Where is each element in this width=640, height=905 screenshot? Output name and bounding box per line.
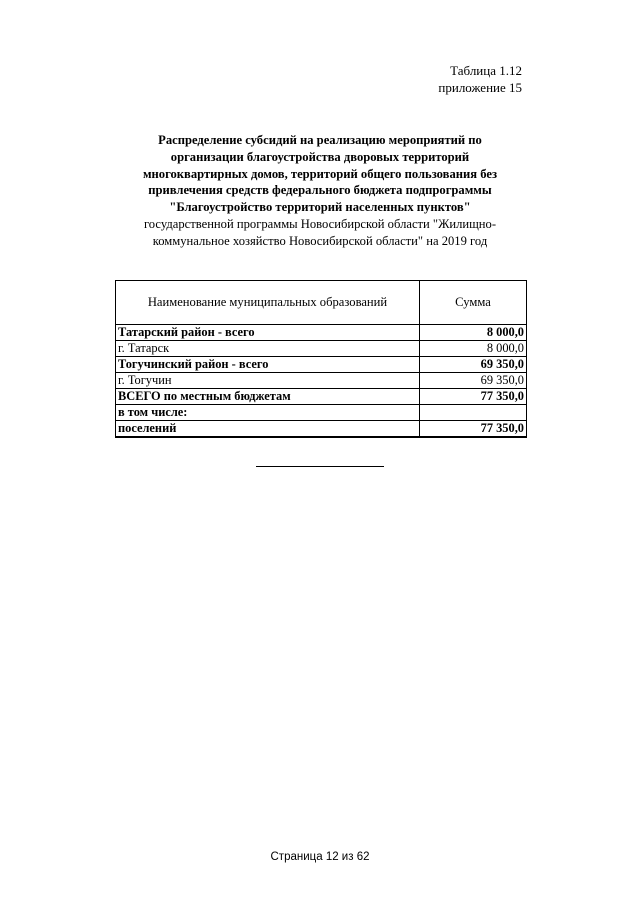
heading-line: государственной программы Новосибирской области "Жилищно- (143, 216, 497, 231)
table-row (116, 325, 527, 341)
row-sum: 69 350,0 (420, 357, 527, 373)
row-sum: 8 000,0 (420, 341, 527, 357)
row-sum: 8 000,0 (420, 325, 527, 341)
row-name: поселений (116, 421, 420, 438)
table-header-row (116, 281, 527, 325)
heading-line: организации благоустройства дворовых территорий (170, 149, 470, 164)
page-number-footer: Страница 12 из 62 (270, 851, 370, 863)
appendix-label: приложение 15 (438, 80, 522, 95)
heading-line: коммунальное хозяйство Новосибирской области" на 2019 год (152, 233, 488, 248)
heading-line: многоквартирных домов, территорий общего пользования без (142, 166, 498, 181)
heading-line: "Благоустройство территорий населенных пунктов" (169, 200, 471, 215)
table-reference (438, 62, 522, 96)
row-name: в том числе: (116, 405, 420, 421)
row-name: Тогучинский район - всего (116, 357, 420, 373)
row-sum: 77 350,0 (420, 421, 527, 438)
table-row (116, 341, 527, 357)
row-sum (420, 405, 527, 421)
column-header-name: Наименование муниципальных образований (116, 281, 420, 325)
table-row (116, 405, 527, 421)
signature-divider (256, 466, 384, 467)
heading-line: Распределение субсидий на реализацию мероприятий по (158, 133, 482, 147)
row-name: г. Татарск (116, 341, 420, 357)
table-row (116, 357, 527, 373)
row-sum: 77 350,0 (420, 389, 527, 405)
table-row (116, 421, 527, 438)
row-name: г. Тогучин (116, 373, 420, 389)
document-heading (110, 132, 530, 250)
table-row-total (116, 389, 527, 405)
row-name: ВСЕГО по местным бюджетам (116, 389, 420, 405)
heading-line: привлечения средств федерального бюджета подпрограммы (148, 183, 492, 198)
column-header-sum: Сумма (420, 281, 527, 325)
subsidy-table (115, 280, 527, 438)
table-number: Таблица 1.12 (450, 63, 522, 78)
table-row (116, 373, 527, 389)
row-name: Татарский район - всего (116, 325, 420, 341)
row-sum: 69 350,0 (420, 373, 527, 389)
